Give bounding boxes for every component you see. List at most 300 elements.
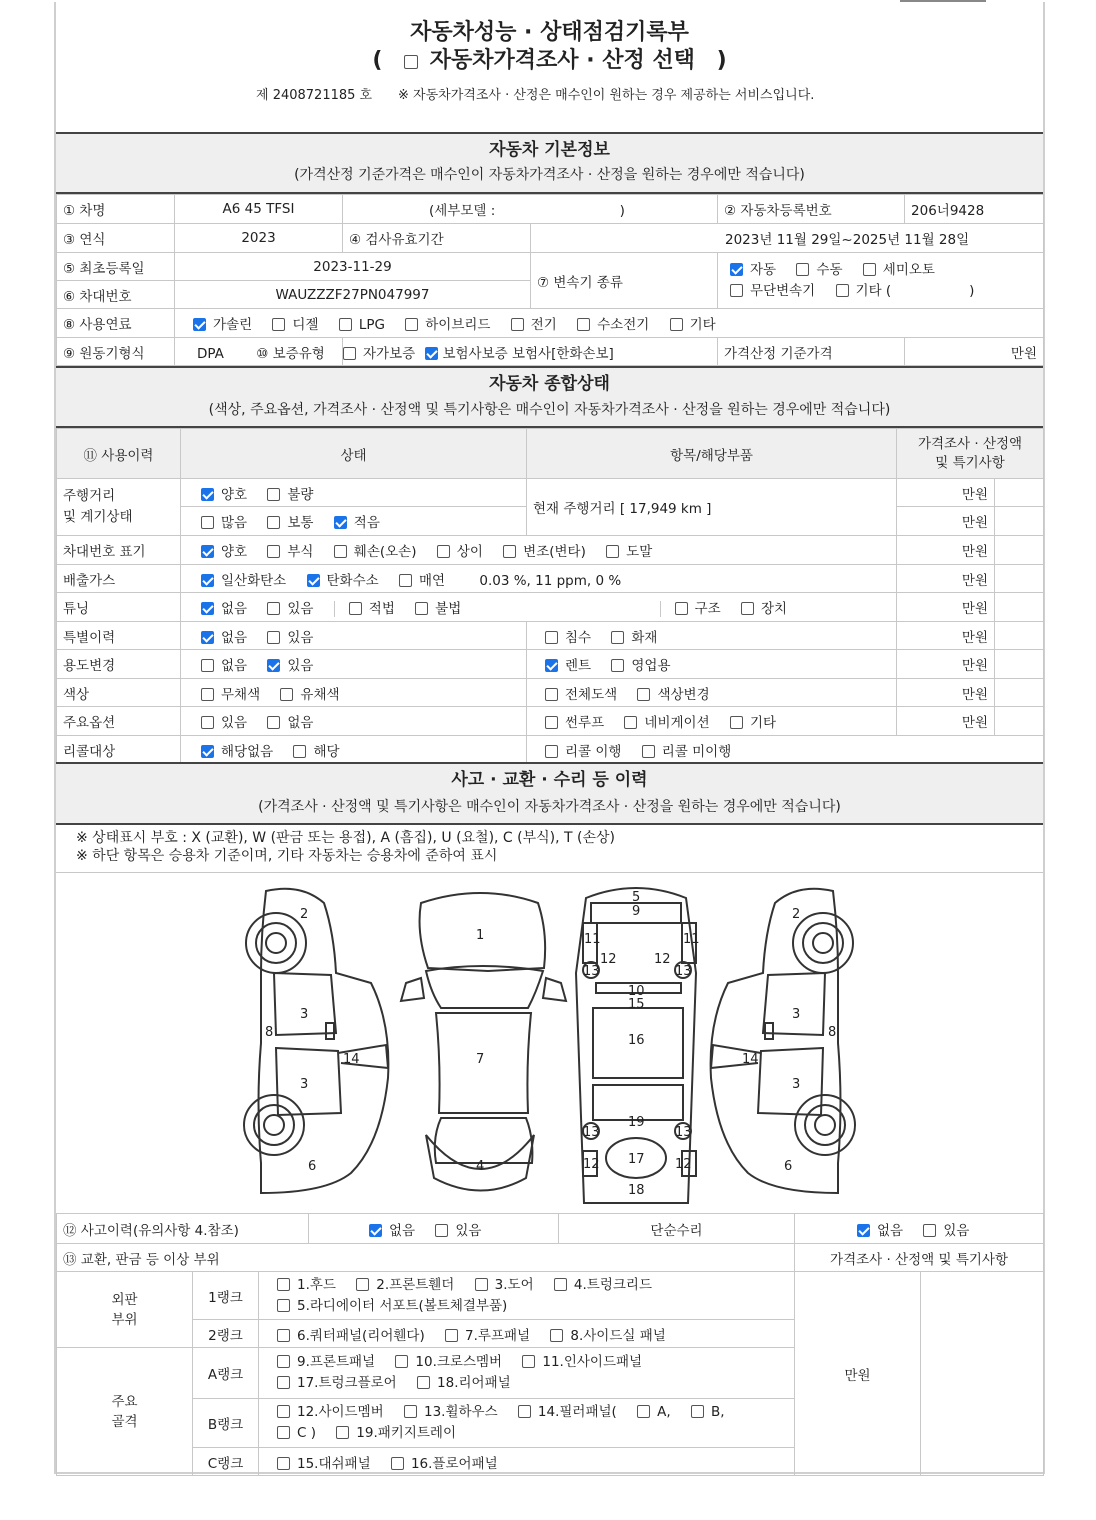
- part-floor-panel[interactable]: 16.플로어패널: [391, 1452, 498, 1472]
- first-reg-label: ⑤ 최초등록일: [57, 253, 175, 281]
- part-hood[interactable]: 1.후드: [277, 1275, 336, 1296]
- engine-value: DPA: [197, 345, 224, 362]
- tuning-price-unit: 만원: [897, 593, 995, 622]
- usage-price-unit: 만원: [897, 650, 995, 679]
- basic-info-title: 자동차 기본정보: [489, 140, 610, 160]
- emission-label: 배출가스: [57, 565, 181, 593]
- rank1-label: 1랭크: [193, 1272, 259, 1320]
- special-yes[interactable]: 있음: [267, 626, 313, 646]
- part-label: 3: [300, 1077, 309, 1092]
- part-trunk-lid[interactable]: 4.트렁크리드: [554, 1275, 652, 1296]
- part-front-panel[interactable]: 9.프론트패널: [277, 1352, 375, 1373]
- part-label: 11: [584, 932, 601, 947]
- mileage-note-2: [995, 507, 1044, 536]
- checkbox-icon: [675, 602, 688, 615]
- color-note: [995, 679, 1044, 707]
- vin-mark-options: [181, 536, 897, 565]
- usage-none[interactable]: 없음: [201, 654, 247, 674]
- usage-change-label: 용도변경: [57, 650, 181, 679]
- options-yes[interactable]: 있음: [201, 711, 247, 731]
- warranty-label: ⑩ 보증유형: [256, 345, 325, 362]
- mileage-low[interactable]: 적음: [334, 511, 380, 531]
- special-note: [995, 622, 1044, 650]
- checkbox-icon: [691, 1405, 704, 1418]
- part-pillar-panel[interactable]: 14.필러패널(: [518, 1402, 617, 1423]
- tuning-options: [181, 593, 897, 622]
- part-side-member[interactable]: 12.사이드멤버: [277, 1402, 384, 1423]
- part-quarter-panel[interactable]: 6.쿼터패널(리어휀다): [277, 1324, 425, 1344]
- part-label: 4: [476, 1159, 485, 1174]
- vin-mark-mismatch[interactable]: 상이: [437, 540, 483, 560]
- fuel-diesel[interactable]: 디젤: [272, 313, 318, 333]
- color-items: [527, 679, 897, 707]
- status-title: 자동차 종합상태: [489, 374, 610, 394]
- usage-change-options: [181, 650, 527, 679]
- mileage-state-row1: [181, 479, 527, 507]
- transmission-semi-auto[interactable]: 세미오토: [863, 260, 935, 281]
- mileage-normal[interactable]: 보통: [267, 511, 313, 531]
- checkbox-icon: [550, 1329, 563, 1342]
- vin-mark-note: [995, 536, 1044, 565]
- usage-business[interactable]: 영업용: [611, 654, 670, 674]
- color-chromatic[interactable]: 유채색: [280, 683, 339, 703]
- options-sunroof[interactable]: 썬루프: [545, 711, 604, 731]
- part-label: 12: [675, 1157, 692, 1172]
- checkbox-icon: [272, 318, 285, 331]
- window-scrollbar-thumb[interactable]: [900, 0, 986, 2]
- part-label: 17: [628, 1152, 645, 1167]
- checkbox-checked-icon: [201, 602, 214, 615]
- fuel-lpg[interactable]: LPG: [339, 317, 385, 333]
- status-table: [56, 428, 1044, 764]
- color-price-unit: 만원: [897, 679, 995, 707]
- simple-repair-none[interactable]: 없음: [857, 1219, 903, 1239]
- inspection-period-text: 2023년 11월 29일~2025년 11월 28일: [725, 232, 970, 248]
- checkbox-icon: [554, 1278, 567, 1291]
- part-side-sill[interactable]: 8.사이드실 패널: [550, 1324, 665, 1344]
- part-label: 13: [675, 1125, 692, 1140]
- accident-none[interactable]: 없음: [369, 1219, 415, 1239]
- vin-mark-painted[interactable]: 도말: [606, 540, 652, 560]
- part-cross-member[interactable]: 10.크로스멤버: [395, 1352, 502, 1373]
- inspection-period-label: ④ 검사유효기간: [343, 224, 531, 253]
- service-notice: ※ 자동차가격조사 · 산정은 매수인이 원하는 경우 제공하는 서비스입니다.: [398, 88, 815, 103]
- outer-panel-label: 외판 부위: [57, 1272, 193, 1348]
- checkbox-checked-icon: [307, 574, 320, 587]
- part-label: 14: [343, 1052, 360, 1067]
- checkbox-checked-icon: [201, 545, 214, 558]
- part-label: 8: [828, 1025, 837, 1040]
- checkbox-icon: [545, 716, 558, 729]
- accident-history-label: ⑫ 사고이력(유의사항 4.참조): [57, 1214, 309, 1244]
- part-label: 5: [632, 890, 641, 905]
- transmission-options: [718, 253, 1044, 309]
- document-number: 제 2408721185 호: [256, 88, 373, 103]
- document-header: [56, 2, 1043, 132]
- checkbox-icon: [670, 318, 683, 331]
- status-subtitle: (색상, 주요옵션, 가격조사 · 산정액 및 특기사항은 매수인이 자동차가격조사 · 산정을 원하는 경우에만 적습니다): [208, 402, 891, 418]
- mileage-high[interactable]: 많음: [201, 511, 247, 531]
- transmission-label: ⑦ 변속기 종류: [531, 253, 718, 309]
- checkbox-icon: [201, 516, 214, 529]
- mileage-current: 현재 주행거리 [ 17,949 km ]: [527, 479, 897, 536]
- part-inside-panel[interactable]: 11.인사이드패널: [522, 1352, 642, 1373]
- part-label: 13: [675, 964, 692, 979]
- year-label: ③ 연식: [57, 224, 175, 253]
- emission-note: [995, 565, 1044, 593]
- checkbox-icon: [511, 318, 524, 331]
- checkbox-icon: [201, 716, 214, 729]
- checkbox-icon: [435, 1224, 448, 1237]
- tuning-device[interactable]: 장치: [741, 597, 787, 617]
- fuel-hydrogen[interactable]: 수소전기: [577, 313, 649, 333]
- emission-hc[interactable]: 탄화수소: [307, 569, 379, 589]
- car-outline-svg: [56, 873, 1043, 1213]
- emission-values: 0.03 %, 11 ppm, 0 %: [479, 572, 622, 589]
- tuning-note: [995, 593, 1044, 622]
- special-flood[interactable]: 침수: [545, 626, 591, 646]
- checkbox-icon: [545, 631, 558, 644]
- checkbox-checked-icon: [267, 659, 280, 672]
- symbol-note-2: ※ 하단 항목은 승용차 기준이며, 기타 자동차는 승용차에 준하여 표시: [76, 848, 498, 864]
- mileage-price-unit-1: 만원: [897, 479, 995, 507]
- fuel-electric[interactable]: 전기: [511, 313, 557, 333]
- sub-model-end: ): [619, 203, 625, 219]
- checkbox-icon: [417, 1376, 430, 1389]
- checkbox-icon: [923, 1224, 936, 1237]
- vin-mark-damage[interactable]: 훼손(오손): [334, 540, 417, 560]
- checkbox-checked-icon: [201, 745, 214, 758]
- part-trunk-floor[interactable]: 17.트렁크플로어: [277, 1373, 397, 1394]
- checkbox-checked-icon: [857, 1224, 870, 1237]
- accident-subtitle: (가격조사 · 산정액 및 특기사항은 매수인이 자동차가격조사 · 산정을 원하는 경우에만 적습니다): [258, 799, 841, 815]
- warranty-self[interactable]: 자가보증: [343, 342, 415, 362]
- fuel-other[interactable]: 기타: [670, 313, 716, 333]
- checkbox-icon: [201, 659, 214, 672]
- checkbox-icon: [404, 1405, 417, 1418]
- right-side-view: [711, 889, 855, 1193]
- warranty-options: [343, 338, 718, 366]
- checkbox-icon: [437, 545, 450, 558]
- options-navigation[interactable]: 네비게이션: [624, 711, 709, 731]
- checkbox-checked-icon: [369, 1224, 382, 1237]
- transmission-cvt[interactable]: 무단변속기: [730, 281, 815, 302]
- warranty-insurance[interactable]: 보험사보증 보험사[한화손보]: [425, 342, 613, 362]
- part-label: 18: [628, 1183, 645, 1198]
- engine-label: ⑨ 원동기형식: [57, 338, 175, 366]
- checkbox-icon: [277, 1405, 290, 1418]
- checkbox-icon: [796, 263, 809, 276]
- checkbox-icon: [277, 1457, 290, 1470]
- left-side-view: [244, 889, 388, 1193]
- checkbox-icon: [267, 631, 280, 644]
- rankB-items: [259, 1399, 795, 1448]
- part-door[interactable]: 3.도어: [475, 1275, 534, 1296]
- checkbox-icon: [339, 318, 352, 331]
- checkbox-icon: [336, 1426, 349, 1439]
- sub-model-label: (세부모델 :: [429, 203, 496, 219]
- vin-mark-price-unit: 만원: [897, 536, 995, 565]
- car-damage-diagram: [56, 873, 1043, 1213]
- checkbox-icon: [201, 688, 214, 701]
- checkbox-icon: [577, 318, 590, 331]
- checkbox-icon: [267, 545, 280, 558]
- simple-repair-label: 단순수리: [559, 1214, 795, 1244]
- checkbox-icon: [545, 745, 558, 758]
- recall-applicable[interactable]: 해당: [293, 740, 339, 760]
- transmission-manual[interactable]: 수동: [796, 260, 842, 281]
- parts-price-label: 가격조사 · 산정액 및 특기사항: [795, 1244, 1044, 1272]
- accident-yes[interactable]: 있음: [435, 1219, 481, 1239]
- checkbox-icon: [356, 1278, 369, 1291]
- part-label: 2: [792, 907, 801, 922]
- status-section-header: [56, 366, 1043, 428]
- checkbox-checked-icon: [334, 516, 347, 529]
- main-options-label: 주요옵션: [57, 707, 181, 736]
- mileage-state-row2: [181, 507, 527, 536]
- rankB-label: B랭크: [193, 1399, 259, 1448]
- subtitle-close-paren: ): [716, 48, 727, 73]
- checkbox-icon: [267, 602, 280, 615]
- part-radiator-support[interactable]: 5.라디에이터 서포트(볼트체결부품): [277, 1296, 507, 1317]
- checkbox-icon: [343, 347, 356, 360]
- parts-price-cell: [795, 1272, 1044, 1476]
- part-label: 19: [628, 1115, 645, 1130]
- checkbox-icon: [637, 1405, 650, 1418]
- tuning-none[interactable]: 없음: [201, 597, 247, 617]
- checkbox-icon: [642, 745, 655, 758]
- mileage-label: 주행거리 및 계기상태: [57, 479, 181, 536]
- transmission-auto[interactable]: 자동: [730, 260, 776, 281]
- vin-value: WAUZZZF27PN047997: [175, 281, 531, 309]
- part-pillar-b[interactable]: B,: [691, 1402, 725, 1423]
- year-value: 2023: [175, 224, 343, 253]
- color-label: 색상: [57, 679, 181, 707]
- options-no[interactable]: 없음: [267, 711, 313, 731]
- part-label: 14: [742, 1052, 759, 1067]
- checkbox-checked-icon: [193, 318, 206, 331]
- parts-label: ⑬ 교환, 판금 등 이상 부위: [57, 1244, 795, 1272]
- checkbox-icon: [277, 1426, 290, 1439]
- accident-section-header: [56, 762, 1043, 825]
- reg-no-label: ② 자동차등록번호: [718, 195, 905, 224]
- part-label: 7: [476, 1052, 485, 1067]
- mileage-bad[interactable]: 불량: [267, 483, 313, 503]
- diagram-part-labels: [265, 890, 836, 1198]
- special-history-items: [527, 622, 897, 650]
- part-label: 6: [784, 1159, 793, 1174]
- tuning-legal[interactable]: 적법: [349, 597, 395, 617]
- engine-warranty-cell: [175, 338, 343, 366]
- mileage-good[interactable]: 양호: [201, 483, 247, 503]
- main-frame-label: 주요 골격: [57, 1348, 193, 1476]
- checkbox-icon: [334, 545, 347, 558]
- emission-price-unit: 만원: [897, 565, 995, 593]
- vin-mark-altered[interactable]: 변조(변타): [503, 540, 586, 560]
- checkbox-icon: [611, 631, 624, 644]
- checkbox-icon: [267, 516, 280, 529]
- part-pillar-a[interactable]: A,: [637, 1402, 671, 1423]
- special-price-unit: 만원: [897, 622, 995, 650]
- part-pillar-c[interactable]: C ): [277, 1423, 316, 1444]
- checkbox-icon: [730, 284, 743, 297]
- rankA-items: [259, 1348, 795, 1399]
- col-price: 가격조사 · 산정액 및 특기사항: [897, 429, 1044, 479]
- vin-mark-good[interactable]: 양호: [201, 540, 247, 560]
- checkbox-icon: [836, 284, 849, 297]
- part-label: 12: [583, 1157, 600, 1172]
- tuning-illegal[interactable]: 불법: [415, 597, 461, 617]
- parts-price-note: [921, 1272, 1043, 1475]
- recall-not-done[interactable]: 리콜 미이행: [642, 740, 732, 760]
- rankA-label: A랭크: [193, 1348, 259, 1399]
- checkbox-icon: [391, 1457, 404, 1470]
- rank1-items: [259, 1272, 795, 1320]
- basic-info-subtitle: (가격산정 기준가격은 매수인이 자동차가격조사 · 산정을 원하는 경우에만 적습니다): [294, 167, 805, 183]
- recall-label: 리콜대상: [57, 736, 181, 764]
- checkbox-icon: [415, 602, 428, 615]
- part-wheel-house[interactable]: 13.휠하우스: [404, 1402, 498, 1423]
- part-front-fender[interactable]: 2.프론트휀더: [356, 1275, 454, 1296]
- recall-not-applicable[interactable]: 해당없음: [201, 740, 273, 760]
- car-name-label: ① 차명: [57, 195, 175, 224]
- vin-mark-corrosion[interactable]: 부식: [267, 540, 313, 560]
- color-change[interactable]: 색상변경: [637, 683, 709, 703]
- color-full-paint[interactable]: 전체도색: [545, 683, 617, 703]
- simple-repair-yes[interactable]: 있음: [923, 1219, 969, 1239]
- checkbox-icon: [395, 1355, 408, 1368]
- rank2-items: [259, 1320, 795, 1348]
- part-label: 6: [308, 1159, 317, 1174]
- part-label: 3: [792, 1077, 801, 1092]
- checkbox-icon: [503, 545, 516, 558]
- part-label: 13: [583, 1125, 600, 1140]
- rank2-label: 2랭크: [193, 1320, 259, 1348]
- checkbox-checked-icon: [545, 659, 558, 672]
- part-label: 12: [654, 952, 671, 967]
- usage-rent[interactable]: 렌트: [545, 654, 591, 674]
- color-options: [181, 679, 527, 707]
- part-roof-panel[interactable]: 7.루프패널: [445, 1324, 530, 1344]
- fuel-gasoline[interactable]: 가솔린: [193, 313, 252, 333]
- tuning-label: 튜닝: [57, 593, 181, 622]
- options-note: [995, 707, 1044, 736]
- emission-options: [181, 565, 897, 593]
- accident-title: 사고 · 교환 · 수리 등 이력: [451, 770, 648, 790]
- main-options-items: [527, 707, 897, 736]
- usage-yes[interactable]: 있음: [267, 654, 313, 674]
- subtitle-open-paren: (: [372, 48, 383, 73]
- reg-no-value: 206너9428: [905, 195, 1044, 224]
- basic-info-section-header: [56, 132, 1043, 194]
- part-label: 8: [265, 1025, 274, 1040]
- parts-price-unit: 만원: [795, 1272, 921, 1475]
- part-label: 12: [600, 952, 617, 967]
- part-label: 15: [628, 997, 645, 1012]
- col-usage-history: ⑪ 사용이력: [57, 429, 181, 479]
- special-none[interactable]: 없음: [201, 626, 247, 646]
- checkbox-checked-icon: [201, 574, 214, 587]
- part-label: 9: [632, 904, 641, 919]
- rankC-items: [259, 1448, 795, 1476]
- usage-change-items: [527, 650, 897, 679]
- accident-history-options: [309, 1214, 559, 1244]
- checkbox-checked-icon: [201, 631, 214, 644]
- recall-done[interactable]: 리콜 이행: [545, 740, 621, 760]
- document-title: 자동차성능 · 상태점검기록부: [410, 20, 689, 45]
- part-rear-panel[interactable]: 18.리어패널: [417, 1373, 511, 1394]
- usage-note: [995, 650, 1044, 679]
- options-other[interactable]: 기타: [730, 711, 776, 731]
- checkbox-icon: [624, 716, 637, 729]
- checkbox-icon: [293, 745, 306, 758]
- checkbox-icon: [730, 716, 743, 729]
- checkbox-icon: [277, 1355, 290, 1368]
- simple-repair-options: [795, 1214, 1044, 1244]
- part-package-tray[interactable]: 19.패키지트레이: [336, 1423, 456, 1444]
- tuning-structure[interactable]: 구조: [675, 597, 721, 617]
- car-name-value: A6 45 TFSI: [175, 195, 343, 224]
- part-label: 10: [628, 984, 645, 999]
- checkbox-icon: [606, 545, 619, 558]
- emission-co[interactable]: 일산화탄소: [201, 569, 286, 589]
- special-history-options: [181, 622, 527, 650]
- options-price-unit: 만원: [897, 707, 995, 736]
- fuel-hybrid[interactable]: 하이브리드: [405, 313, 490, 333]
- symbol-notes: [56, 825, 1043, 873]
- tuning-type-group: [660, 601, 803, 617]
- base-price-label: 가격산정 기준가격: [718, 338, 905, 366]
- checkbox-icon: [863, 263, 876, 276]
- price-survey-checkbox[interactable]: [404, 55, 418, 69]
- mileage-price-unit-2: 만원: [897, 507, 995, 536]
- checkbox-icon: [475, 1278, 488, 1291]
- tuning-yes[interactable]: 있음: [267, 597, 313, 617]
- part-label: 3: [792, 1007, 801, 1022]
- recall-options: [181, 736, 527, 764]
- color-achromatic[interactable]: 무채색: [201, 683, 260, 703]
- fuel-label: ⑧ 사용연료: [57, 309, 175, 338]
- part-label: 13: [583, 964, 600, 979]
- checkbox-checked-icon: [730, 263, 743, 276]
- tuning-legality-group: [334, 601, 482, 617]
- part-label: 3: [300, 1007, 309, 1022]
- checkbox-icon: [277, 1329, 290, 1342]
- checkbox-icon: [518, 1405, 531, 1418]
- emission-smoke[interactable]: 매연: [399, 569, 445, 589]
- checkbox-icon: [445, 1329, 458, 1342]
- checkbox-icon: [405, 318, 418, 331]
- checkbox-checked-icon: [201, 488, 214, 501]
- col-state: 상태: [181, 429, 527, 479]
- checkbox-icon: [611, 659, 624, 672]
- mileage-note-1: [995, 479, 1044, 507]
- vin-label: ⑥ 차대번호: [57, 281, 175, 309]
- col-items: 항목/해당부품: [527, 429, 897, 479]
- transmission-other[interactable]: 기타 ( ): [836, 281, 975, 302]
- fuel-options: [175, 309, 1044, 338]
- checkbox-icon: [545, 688, 558, 701]
- sub-model-cell: [343, 195, 718, 224]
- checkbox-icon: [277, 1376, 290, 1389]
- checkbox-icon: [277, 1299, 290, 1312]
- main-options-options: [181, 707, 527, 736]
- part-label: 2: [300, 907, 309, 922]
- special-fire[interactable]: 화재: [611, 626, 657, 646]
- part-dash-panel[interactable]: 15.대쉬패널: [277, 1452, 371, 1472]
- document-subtitle: [56, 48, 1043, 74]
- vin-mark-label: 차대번호 표기: [57, 536, 181, 565]
